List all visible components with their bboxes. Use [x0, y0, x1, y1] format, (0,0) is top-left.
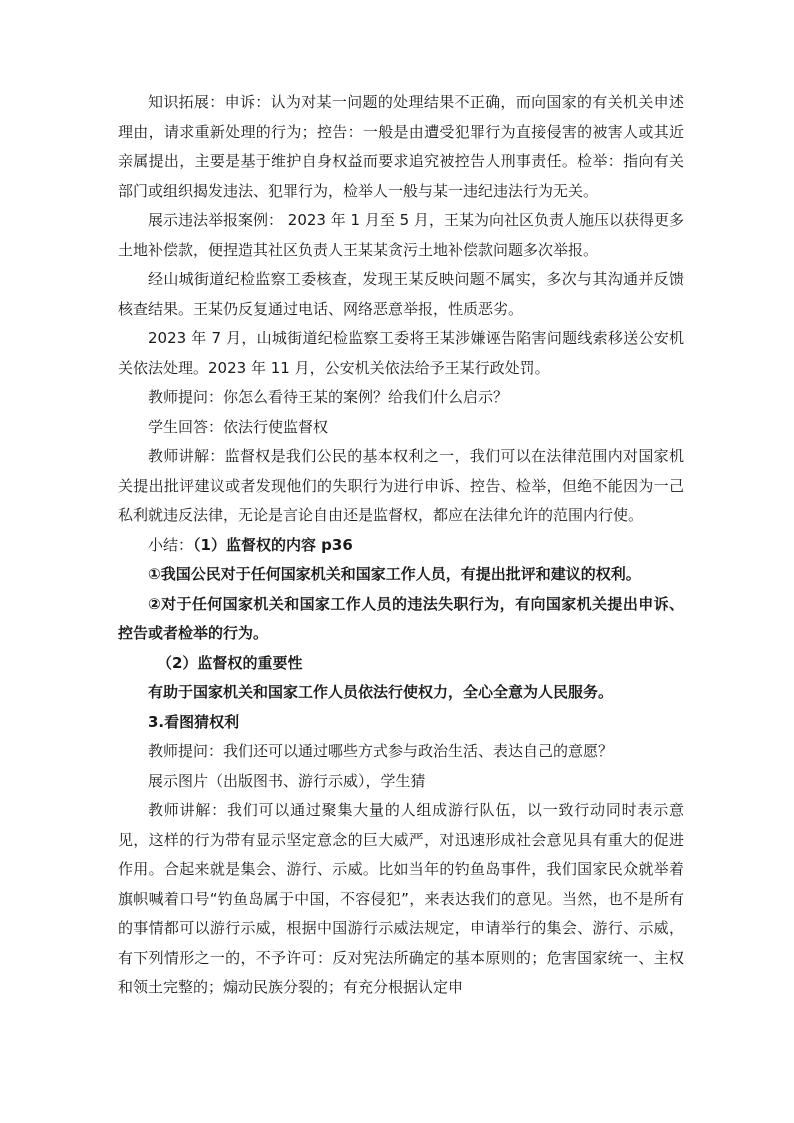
paragraph-teacher-explanation-2: 教师讲解：我们可以通过聚集大量的人组成游行队伍，以一致行动同时表示意见，这样的行为带有显示坚定意念的巨大威严，对迅速形成社会意见具有重大的促进作用。合起来就是集会、游行、示威。比如当年的钓鱼岛事件，我们国家民众就举着旗帜喊着口号“钓鱼岛属于中国，不容侵犯”，来表达我们的意见。当然，也不是所有的事情都可以游行示威，根据中国游行示威法规定，申请举行的集会、游行、示威，有下列情形之一的，不予许可：反对宪法所确定的基本原则的；危害国家统一、主权和领土完整的；煽动民族分裂的；有充分根据认定申 [118, 801, 684, 996]
paragraph-case-intro: 展示违法举报案例： 2023 年 1 月至 5 月，王某为向社区负责人施压以获得更多土地补偿款，便捏造其社区负责人王某某贪污土地补偿款问题多次举报。 [118, 211, 684, 259]
document-page [118, 88, 684, 1003]
paragraph-teacher-explanation-1: 教师讲解：监督权是我们公民的基本权利之一，我们可以在法律范围内对国家机关提出批评建议或者发现他们的失职行为进行申诉、控告、检举，但绝不能因为一己私利就违反法律，无论是言论自由还是监督权，都应在法律允许的范围内行使。 [118, 447, 684, 524]
summary-prefix: 小结： [148, 535, 194, 554]
paragraph-show-pictures: 展示图片（出版图书、游行示威），学生猜 [148, 771, 426, 790]
summary-heading-importance: （2）监督权的重要性 [157, 653, 303, 672]
paragraph-teacher-question-1: 教师提问：你怎么看待王某的案例？给我们什么启示？ [148, 388, 509, 406]
paragraph-importance: 有助于国家机关和国家工作人员依法行使权力，全心全意为人民服务。 [148, 683, 614, 701]
paragraph-supervision-right-1: ①我国公民对于任何国家机关和国家工作人员，有提出批评和建议的权利。 [148, 565, 641, 583]
paragraph-supervision-right-2: ②对于任何国家机关和国家工作人员的违法失职行为，有向国家机关提出申诉、控告或者检举的行为。 [118, 594, 684, 642]
paragraph-summary [118, 531, 684, 561]
paragraph-teacher-question-2: 教师提问：我们还可以通过哪些方式参与政治生活、表达自己的意愿？ [148, 742, 614, 760]
paragraph-student-answer: 学生回答：依法行使监督权 [148, 417, 329, 436]
paragraph-knowledge-extension: 知识拓展：申诉：认为对某一问题的处理结果不正确，而向国家的有关机关申述理由，请求重新处理的行为；控告：一般是由遭受犯罪行为直接侵害的被害人或其近亲属提出，主要是基于维护自身权益而要求追究被控告人刑事责任。检举：指向有关部门或组织揭发违法、犯罪行为，检举人一般与某一违纪违法行为无关。 [118, 93, 684, 200]
summary-heading-content: （1）监督权的内容 p36 [193, 535, 353, 554]
paragraph-case-investigation: 经山城街道纪检监察工委核查，发现王某反映问题不属实，多次与其沟通并反馈核查结果。王某仍反复通过电话、网络恶意举报，性质恶劣。 [118, 270, 684, 318]
section-heading-guess-rights: 3.看图猜权利 [148, 712, 240, 731]
paragraph-case-result: 2023 年 7 月，山城街道纪检监察工委将王某涉嫌诬告陷害问题线索移送公安机关依法处理。2023 年 11 月，公安机关依法给予王某行政处罚。 [118, 329, 684, 377]
